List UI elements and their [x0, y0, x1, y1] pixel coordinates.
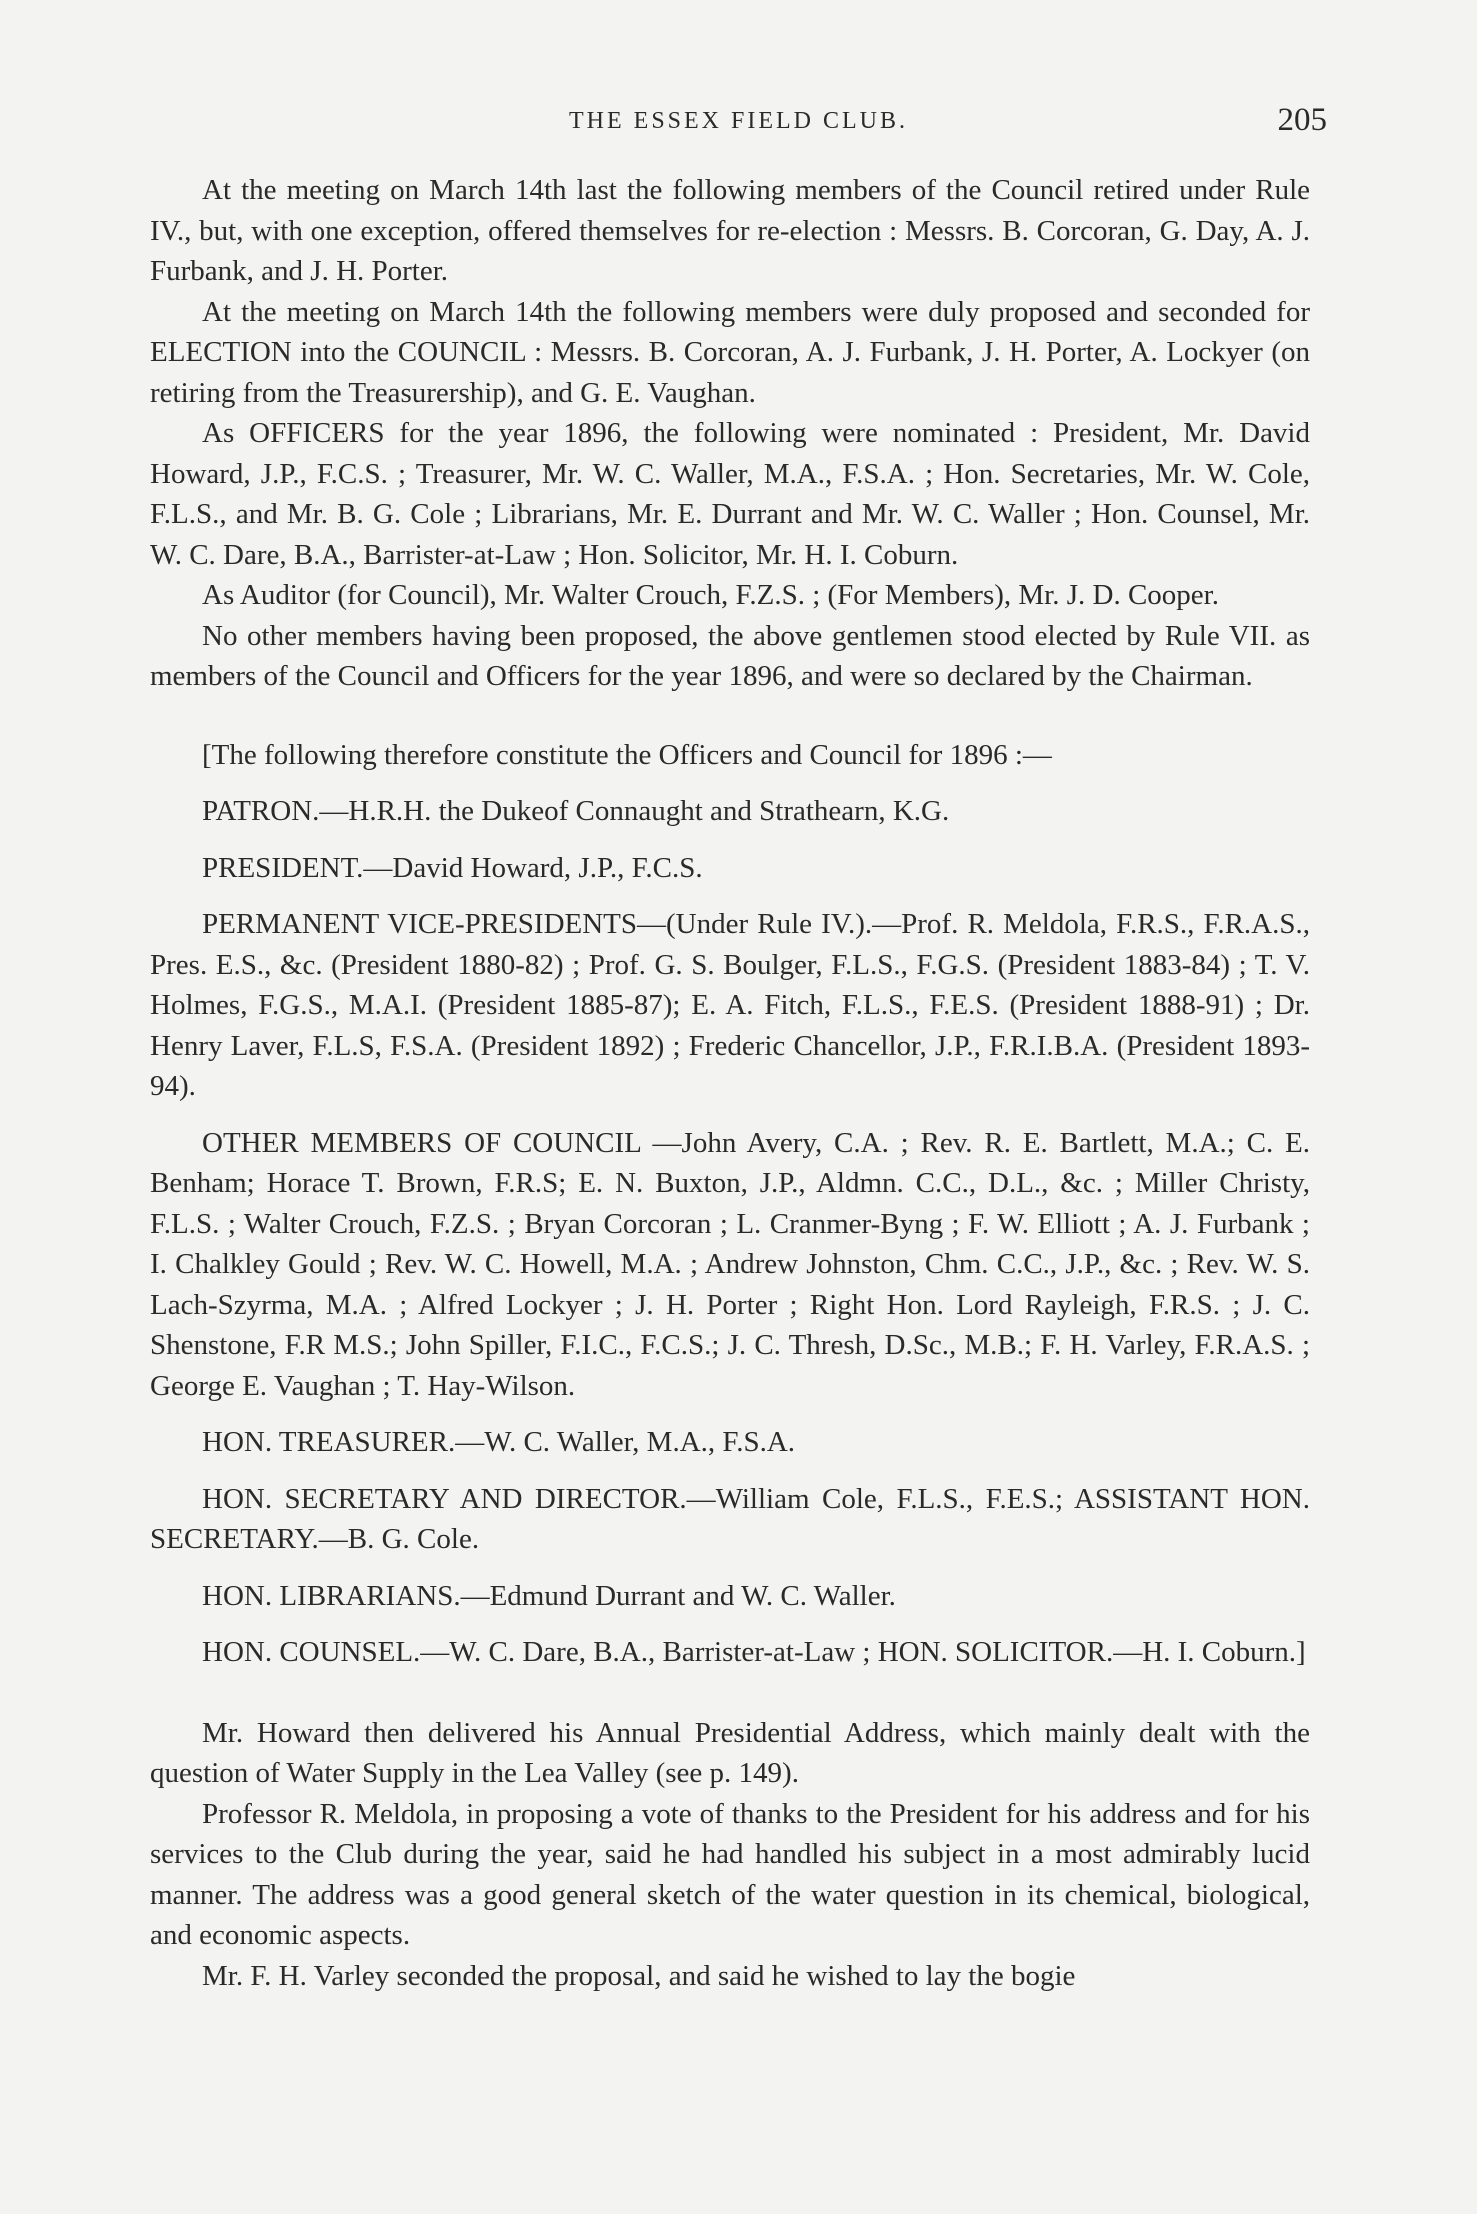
paragraph-council-election: At the meeting on March 14th the following members were duly proposed and seconded for ELECTION into the COUNCIL : Messrs. B. Corcoran, A. J. Furbank, J. H. Porter, A. Lockyer (on retiring from the Treasurership), and G. E. Vaughan.: [150, 295, 1310, 409]
paragraph-presidential-address: Mr. Howard then delivered his Annual Presidential Address, which mainly dealt with the question of Water Supply in the Lea Valley (see p. 149).: [150, 1716, 1310, 1789]
paragraph-officers-nominated: As OFFICERS for the year 1896, the following were nominated : President, Mr. David Howard, J.P., F.C.S. ; Treasurer, Mr. W. C. Waller, M.A., F.S.A. ; Hon. Secretaries, Mr. W. Cole, F.L.S., and Mr. B. G. Cole ; Librarians, Mr. E. Durrant and Mr. W. C. Waller ; Hon. Counsel, Mr. W. C. Dare, B.A., Barrister-at-Law ; Hon. Solicitor, Mr. H. I. Coburn.: [150, 417, 1310, 571]
paragraph-vote-of-thanks: Professor R. Meldola, in proposing a vote of thanks to the President for his address and for his services to the Club during the year, said he had handled his subject in a most admirably lucid manner. The address was a good general sketch of the water question in its chemical, biological, and economic aspects.: [150, 1797, 1310, 1951]
paragraph-council-retired: At the meeting on March 14th last the following members of the Council retired under Rule IV., but, with one exception, offered themselves for re-election : Messrs. B. Corcoran, G. Day, A. J. Furbank, and J. H. Porter.: [150, 174, 1310, 287]
officers-list: [150, 735, 1310, 1673]
officer-patron: PATRON.—H.R.H. the Dukeof Connaught and Strathearn, K.G.: [202, 795, 950, 827]
paragraph-seconded: Mr. F. H. Varley seconded the proposal, and said he wished to lay the bogie: [202, 1959, 1076, 1992]
closing-section: [150, 1713, 1310, 1997]
officer-counsel: HON. COUNSEL.—W. C. Dare, B.A., Barrister-at-Law ; HON. SOLICITOR.—H. I. Coburn.]: [202, 1636, 1306, 1668]
page-body: [150, 170, 1310, 1996]
officer-treasurer: HON. TREASURER.—W. C. Waller, M.A., F.S.A.: [202, 1426, 796, 1458]
page-header: [150, 100, 1327, 140]
running-head: THE ESSEX FIELD CLUB.: [569, 108, 908, 134]
officer-secretary: HON. SECRETARY AND DIRECTOR.—William Cole, F.L.S., F.E.S.; ASSISTANT HON. SECRETARY.—B. G. Cole.: [150, 1482, 1310, 1555]
officer-other-members: OTHER MEMBERS OF COUNCIL —John Avery, C.A. ; Rev. R. E. Bartlett, M.A.; C. E. Benham; Horace T. Brown, F.R.S; E. N. Buxton, J.P., Aldmn. C.C., D.L., &c. ; Miller Christy, F.L.S. ; Walter Crouch, F.Z.S. ; Bryan Corcoran ; L. Cranmer-Byng ; F. W. Elliott ; A. J. Furbank ; I. Chalkley Gould ; Rev. W. C. Howell, M.A. ; Andrew Johnston, Chm. C.C., J.P., &c. ; Rev. W. S. Lach-Szyrma, M.A. ; Alfred Lockyer ; J. H. Porter ; Right Hon. Lord Rayleigh, F.R.S. ; J. C. Shenstone, F.R M.S.; John Spiller, F.I.C., F.C.S.; J. C. Thresh, D.Sc., M.B.; F. H. Varley, F.R.A.S. ; George E. Vaughan ; T. Hay-Wilson.: [150, 1126, 1310, 1402]
page-number: 205: [1277, 102, 1327, 138]
officer-vice-presidents: PERMANENT VICE-PRESIDENTS—(Under Rule IV.).—Prof. R. Meldola, F.R.S., F.R.A.S., Pres. E.S., &c. (President 1880-82) ; Prof. G. S. Boulger, F.L.S., F.G.S. (President 1883-84) ; T. V. Holmes, F.G.S., M.A.I. (President 1885-87); E. A. Fitch, F.L.S., F.E.S. (President 1888-91) ; Dr. Henry Laver, F.L.S, F.S.A. (President 1892) ; Frederic Chancellor, J.P., F.R.I.B.A. (President 1893-94).: [150, 908, 1310, 1102]
paragraph-auditors: As Auditor (for Council), Mr. Walter Crouch, F.Z.S. ; (For Members), Mr. J. D. Cooper.: [202, 579, 1219, 611]
officer-librarians: HON. LIBRARIANS.—Edmund Durrant and W. C. Waller.: [202, 1579, 896, 1612]
officer-president: PRESIDENT.—David Howard, J.P., F.C.S.: [202, 851, 703, 884]
officers-intro: [The following therefore constitute the Officers and Council for 1896 :—: [202, 738, 1052, 771]
paragraph-elected: No other members having been proposed, the above gentlemen stood elected by Rule VII. as members of the Council and Officers for the year 1896, and were so declared by the Chairman.: [150, 619, 1310, 692]
